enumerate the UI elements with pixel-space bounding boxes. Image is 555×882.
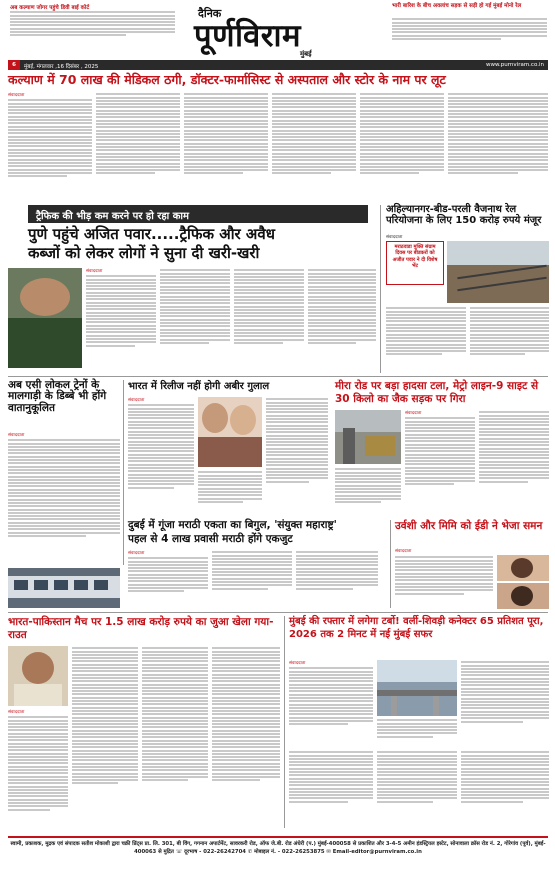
ahilya-headline: अहिल्यानगर-बीड-परली वैजनाथ रेल परियोजना के लिए 150 करोड़ रुपये मंजूर [386, 204, 542, 226]
indpak-byline: संवाददाता [8, 710, 25, 715]
connector-photo [377, 660, 457, 716]
traffic-headline-2: कब्जों को लेकर लोगों ने सुना दी खरी-खरी [28, 244, 260, 262]
indpak-headline: भारत-पाकिस्तान मैच पर 1.5 लाख करोड़ रुपये का जुआ खेला गया- राउत [8, 616, 274, 642]
mira-headline: मीरा रोड पर बड़ा हादसा टला, मेट्रो लाइन-9 साइट से 30 किलो का जैक सड़क पर गिरा [335, 380, 539, 406]
dubai-byline: संवाददाता [128, 551, 145, 556]
ahilya-byline: संवाददाता [386, 235, 403, 240]
raut-photo [8, 646, 68, 706]
worli-byline: संवाददाता [289, 661, 306, 666]
traffic-byline: संवाददाता [86, 269, 103, 274]
abir-body [128, 397, 328, 517]
ac-trains-body [8, 432, 120, 565]
traffic-headline-1: पुणे पहुंचे अजित पवार.....ट्रैफिक और अवैध [28, 225, 275, 243]
masthead-left-teaser: अब कल्याण जोगर पहुंचे डिवी बाई कोर्ट [10, 5, 90, 11]
ac-trains-byline: संवाददाता [8, 433, 25, 438]
dubai-headline-2: पहल से 4 लाख प्रवासी मराठी होंगे एकजुट [128, 533, 293, 545]
traffic-kicker-text: ट्रैफिक की भीड़ कम करने पर हो रहा काम [36, 211, 190, 222]
urvashi-photo [497, 555, 549, 581]
masthead-prefix: दैनिक [198, 7, 222, 20]
local-train-photo [8, 568, 120, 608]
ahilya-sub-box [386, 241, 444, 285]
page-number: 6 [8, 60, 20, 70]
website: www.purnviram.co.in [486, 62, 544, 68]
mira-body [335, 410, 549, 518]
urvashi-headline: उर्वशी और मिमि को ईडी ने भेजा समन [395, 520, 543, 532]
urvashi-byline: संवाददाता [395, 549, 412, 554]
railway-track-photo [447, 241, 549, 303]
lead-headline: कल्याण में 70 लाख की मेडिकल ठगी, डॉक्टर-फार्मासिस्ट से अस्पताल और स्टोर के नाम पर लूट [8, 72, 446, 87]
footer-imprint [8, 836, 548, 876]
ahilya-subhead: मराठवाडा मुक्ति संग्राम दिवस पर बीडकरों को अजीत पवार ने दी विशेष भेंट [392, 244, 438, 269]
abir-headline: भारत में रिलीज नहीं होगी अबीर गुलाल [128, 381, 270, 392]
dubai-body [128, 550, 378, 608]
footer-text: स्वामी, प्रकाशक, मुद्रक एवं संपादक सतीश मोकाशी द्वारा चक्री प्रिंट्स प्रा. लि. 301, बी विंग, गगनान अपार्टमेंट, सावरकरी रोड, ऑफ जे.बी. रोड अंधेरी (प.) मुंबई-400058 से प्रकाशित और 3-4-5 अमीन इंडस्ट्रियल इस्टेट, सोनावाला क्रॉस रोड नं. 2, गोरेगांव (पूर्व), मुंबई- 400063 से मुद्रित ☏ दूरभाष - 022-26242704 ✆ मोबाइल नं. - 022-26253875 ✉ Email-editor@purnviram.co.in [10, 841, 546, 855]
worli-body [289, 660, 549, 826]
left-teaser-body [10, 10, 175, 38]
metro-site-photo [335, 410, 401, 464]
traffic-body [8, 268, 376, 371]
abir-byline: संवाददाता [128, 398, 145, 403]
mira-byline: संवाददाता [405, 411, 422, 416]
traffic-kicker [28, 205, 368, 223]
dubai-headline-1: दुबई में गूंजा मराठी एकता का बिगुल, 'संयुक्त महाराष्ट्र' [128, 519, 337, 531]
urvashi-body [395, 548, 549, 610]
masthead-logo [188, 2, 378, 60]
ac-trains-headline: अब एसी लोकल ट्रेनों के मालगाड़ी के डिब्बे भी होंगे वातानुकूलित [8, 379, 107, 414]
ahilya-body [386, 306, 549, 373]
dateline-bar [8, 60, 548, 70]
right-teaser-body [392, 17, 547, 41]
masthead-edition: मुंबई [300, 50, 312, 58]
lead-byline: संवाददाता [8, 93, 25, 98]
film-poster-photo [198, 397, 262, 467]
dateline: मुंबई, मंगलवार ,16 दिसंबर , 2025 [24, 64, 99, 70]
ajit-pawar-photo [8, 268, 82, 368]
indpak-body [8, 646, 280, 826]
masthead-right-teaser: भारी बारिश के बीच अवलांच सड़क से सड़ी हो गई मुंबई मोनो रेल [392, 3, 522, 9]
lead-body [8, 92, 548, 200]
worli-headline: मुंबई की रफ्तार में लगेगा टर्बो! वर्ली-शिवड़ी कनेक्टर 65 प्रतिशत पूरा, 2026 तक 2 मिनट में नई मुंबई सफर [289, 616, 544, 640]
masthead-name: पूर्णविराम [194, 18, 302, 54]
mimi-photo [497, 583, 549, 609]
